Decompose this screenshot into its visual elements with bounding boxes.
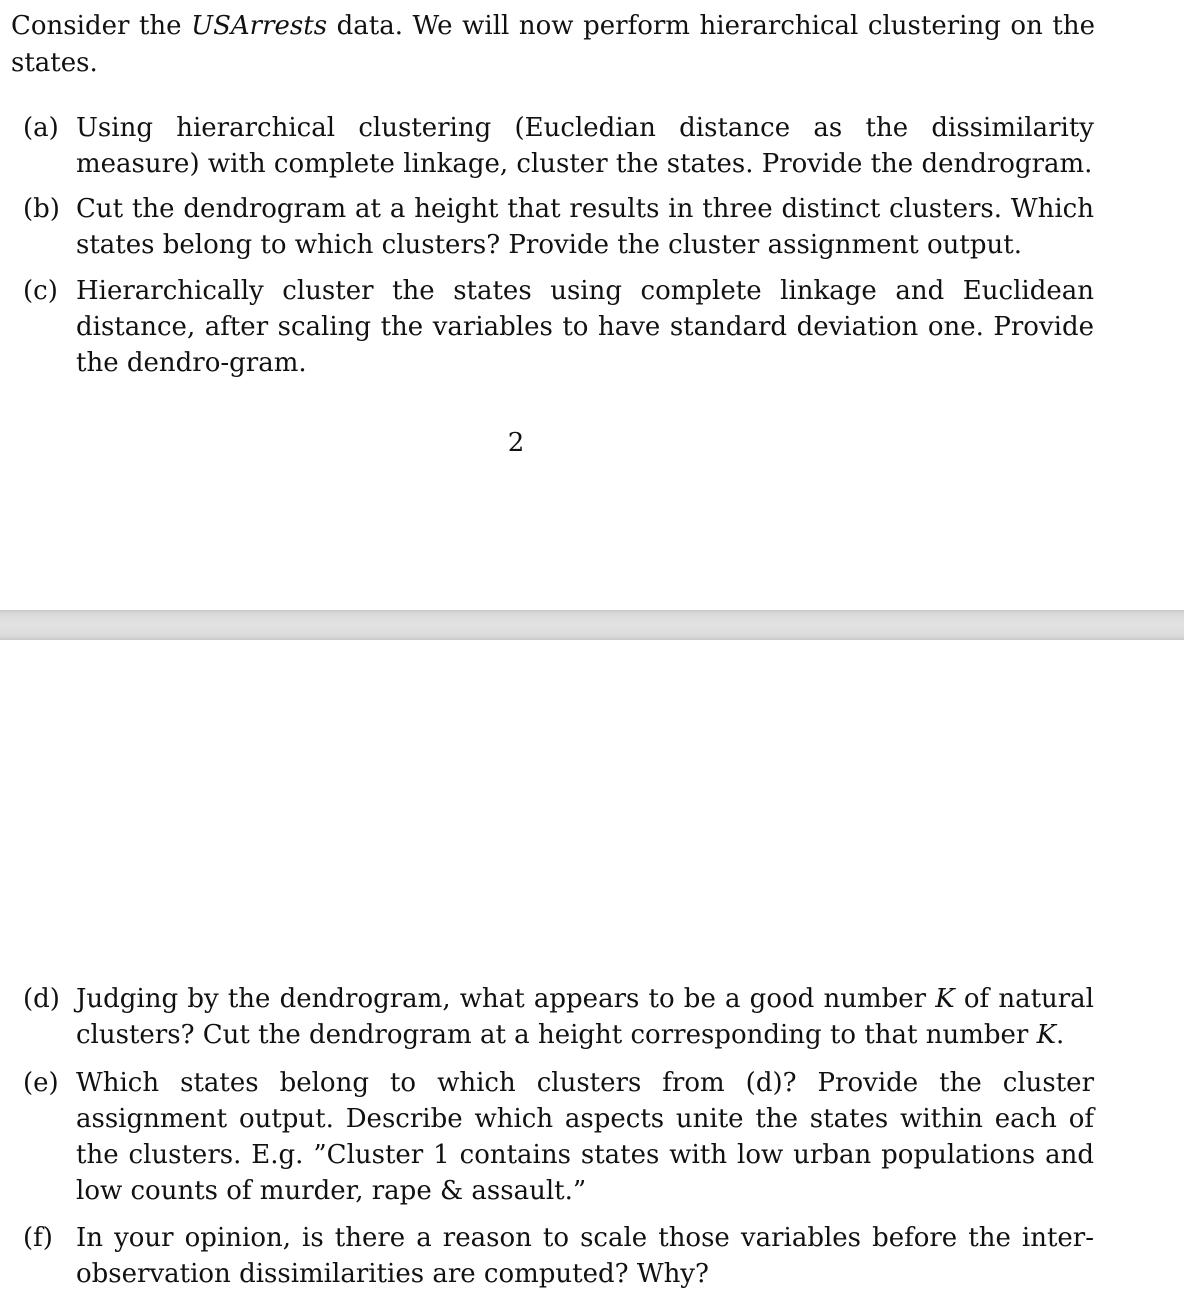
question-text <box>76 981 1094 1053</box>
question-text-part: Judging by the dendrogram, what appears to be a good number <box>76 984 936 1014</box>
question-text: Which states belong to which clusters from (d)? Provide the cluster assignment output. Describe which aspects unite the states within each of the clusters. E.g. ”Cluster 1 contains states with low urban populations and low counts of murder, rape & assault.” <box>76 1068 1094 1206</box>
intro-text-start: Consider the <box>11 11 192 41</box>
variable-k: K <box>1036 1020 1057 1050</box>
question-label: (b) <box>23 194 60 224</box>
question-text: Cut the dendrogram at a height that results in three distinct clusters. Which states belong to which clusters? Provide the cluster assignment output. <box>76 194 1094 260</box>
page-separator <box>0 610 1184 640</box>
page-number: 2 <box>507 428 525 458</box>
question-label: (a) <box>23 113 59 143</box>
question-text: Using hierarchical clustering (Eucledian distance as the dissimilarity measure) with complete linkage, cluster the states. Provide the dendrogram. <box>76 113 1094 179</box>
page-3 <box>0 640 1184 1316</box>
question-text: Hierarchically cluster the states using complete linkage and Euclidean distance, after scaling the variables to have standard deviation one. Provide the dendro-gram. <box>76 276 1094 378</box>
page-2 <box>0 0 1184 610</box>
question-text-part: . <box>1056 1020 1065 1050</box>
intro-paragraph <box>11 8 1095 82</box>
variable-k: K <box>935 984 955 1014</box>
question-label: (d) <box>23 984 60 1014</box>
dataset-name: USArrests <box>191 11 328 41</box>
question-text: In your opinion, is there a reason to scale those variables before the inter-observation dissimilarities are computed? Why? <box>76 1223 1094 1289</box>
intro-text-end: data. We will now perform hierarchical clustering on the states. <box>11 11 1095 78</box>
question-label: (e) <box>23 1068 59 1098</box>
question-label: (c) <box>23 276 58 306</box>
question-label: (f) <box>23 1223 53 1253</box>
question-text-part: of natural clusters? Cut the dendrogram at a height corresponding to that number <box>76 984 1095 1050</box>
